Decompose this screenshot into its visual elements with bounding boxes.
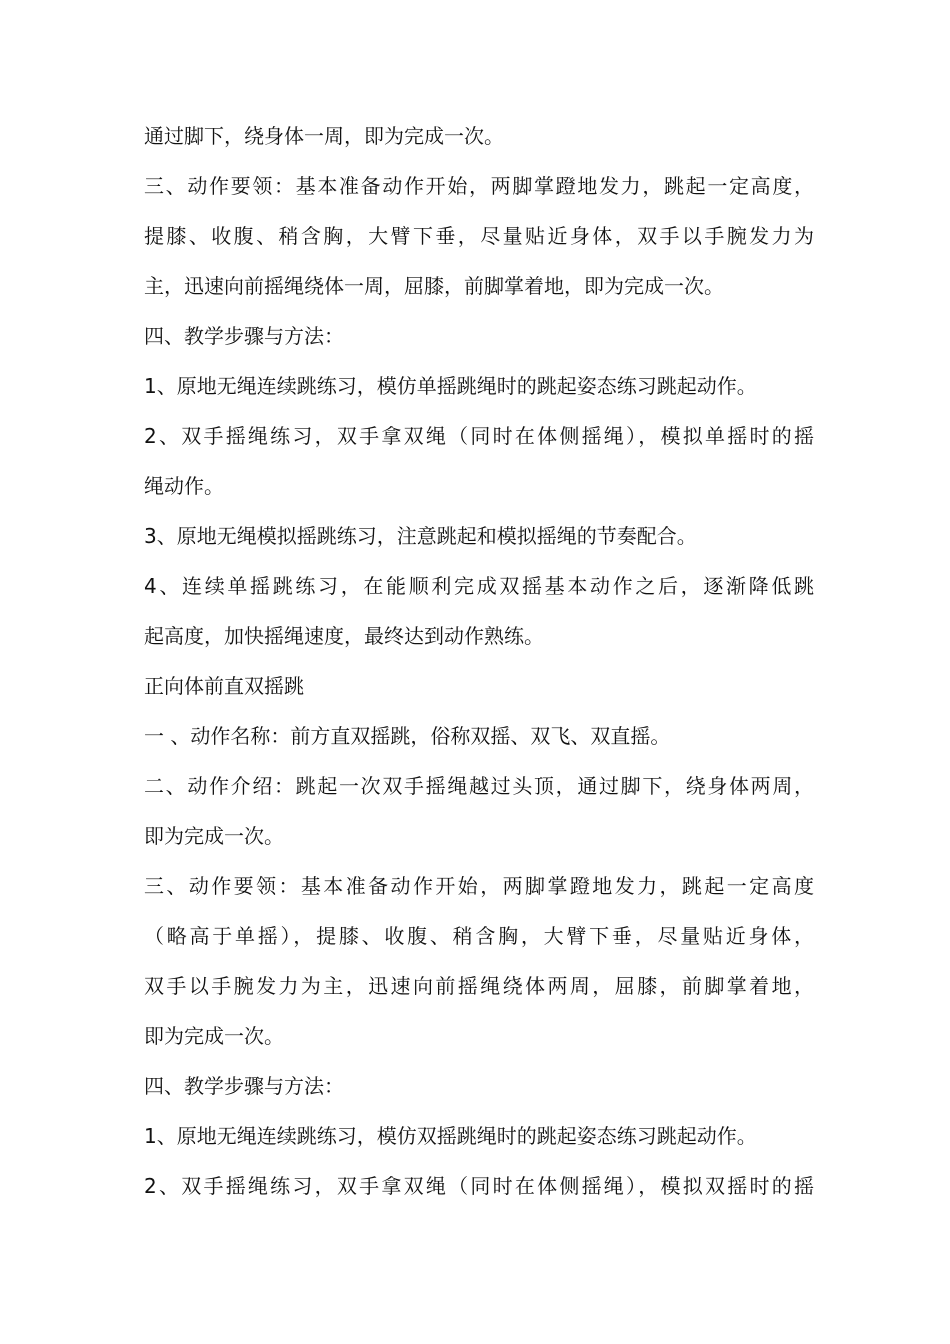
list-item: 2、双手摇绳练习，双手拿双绳（同时在体侧摇绳），模拟单摇时的摇: [144, 424, 814, 448]
list-item: 2、双手摇绳练习，双手拿双绳（同时在体侧摇绳），模拟双摇时的摇: [144, 1174, 814, 1198]
section-title: 正向体前直双摇跳: [144, 674, 304, 698]
text-line: 双手以手腕发力为主，迅速向前摇绳绕体两周，屈膝，前脚掌着地，: [144, 974, 814, 998]
text-line: 通过脚下，绕身体一周，即为完成一次。: [144, 124, 504, 148]
list-item: 1、原地无绳连续跳练习，模仿单摇跳绳时的跳起姿态练习跳起动作。: [144, 374, 757, 398]
section-heading: 四、教学步骤与方法：: [144, 1074, 344, 1098]
text-line: 起高度，加快摇绳速度，最终达到动作熟练。: [144, 624, 544, 648]
text-line: 即为完成一次。: [144, 824, 284, 848]
text-line: 提膝、收腹、稍含胸，大臂下垂，尽量贴近身体，双手以手腕发力为: [144, 224, 814, 248]
text-line: 即为完成一次。: [144, 1024, 284, 1048]
list-item: 1、原地无绳连续跳练习，模仿双摇跳绳时的跳起姿态练习跳起动作。: [144, 1124, 757, 1148]
text-line: 绳动作。: [144, 474, 224, 498]
text-line: 二、动作介绍：跳起一次双手摇绳越过头顶，通过脚下，绕身体两周，: [144, 774, 814, 798]
text-line: （略高于单摇），提膝、收腹、稍含胸，大臂下垂，尽量贴近身体，: [144, 924, 814, 948]
section-heading: 四、教学步骤与方法：: [144, 324, 344, 348]
text-line: 主，迅速向前摇绳绕体一周，屈膝，前脚掌着地，即为完成一次。: [144, 274, 724, 298]
text-line: 三、动作要领：基本准备动作开始，两脚掌蹬地发力，跳起一定高度，: [144, 174, 814, 198]
text-line: 三、动作要领：基本准备动作开始，两脚掌蹬地发力，跳起一定高度: [144, 874, 814, 898]
list-item: 4、连续单摇跳练习，在能顺利完成双摇基本动作之后，逐渐降低跳: [144, 574, 814, 598]
text-line: 一 、动作名称：前方直双摇跳，俗称双摇、双飞、双直摇。: [144, 724, 671, 748]
list-item: 3、原地无绳模拟摇跳练习，注意跳起和模拟摇绳的节奏配合。: [144, 524, 697, 548]
